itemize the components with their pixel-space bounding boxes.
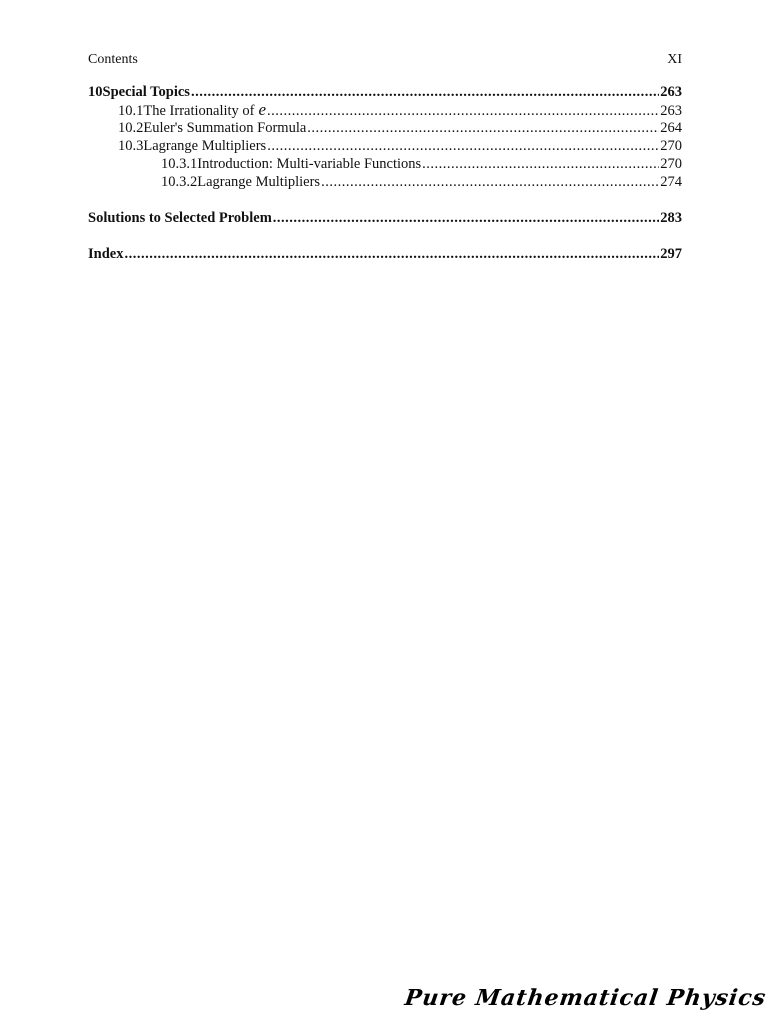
toc-entry-page: 263 (660, 84, 682, 100)
toc-entry-title: Solutions to Selected Problem (88, 210, 272, 226)
toc-entry-page: 264 (660, 120, 682, 136)
toc-entry-title: Euler's Summation Formula (143, 120, 307, 136)
toc-entry-section-10-3[interactable] (88, 137, 682, 155)
toc-dot-leader (307, 119, 659, 137)
toc-entry-page: 274 (660, 174, 682, 190)
toc-entry-number: 10.1 (118, 103, 144, 119)
toc-dot-leader (191, 83, 659, 101)
header-section-label: Contents (88, 52, 138, 67)
toc-dot-leader (124, 245, 659, 263)
toc-dot-leader (267, 102, 659, 120)
toc-entry-number: 10.2 (118, 120, 144, 136)
toc-entry-page: 263 (660, 103, 682, 119)
toc-entry-title: Lagrange Multipliers (143, 138, 267, 154)
toc-entry-number: 10.3.1 (161, 156, 198, 172)
toc-entry-title: Lagrange Multipliers (197, 174, 321, 190)
toc-entry-section-10-2[interactable] (88, 119, 682, 137)
math-symbol-e: e (258, 100, 267, 119)
header-page-number: XI (667, 52, 682, 67)
toc-entry-subsection-10-3-1[interactable] (88, 155, 682, 173)
toc-dot-leader (321, 173, 659, 191)
toc-entry-number: 10.3 (118, 138, 144, 154)
toc-dot-leader (267, 137, 659, 155)
toc-entry-title-wrapper (143, 101, 266, 120)
toc-entry-page: 270 (660, 138, 682, 154)
toc-entry-page: 297 (660, 246, 682, 262)
toc-entry-title: Index (88, 246, 124, 262)
toc-entry-title: Special Topics (102, 84, 190, 100)
toc-entry-subsection-10-3-2[interactable] (88, 173, 682, 191)
toc-entry-title: The Irrationality of (143, 103, 255, 119)
toc-entry-number: 10 (88, 84, 103, 100)
toc-dot-leader (422, 155, 659, 173)
book-title-footer: Pure Mathematical Physics (403, 985, 768, 1011)
toc-dot-leader (273, 209, 659, 227)
running-header (88, 52, 682, 68)
toc-entry-section-10-1[interactable] (88, 101, 682, 119)
toc-entry-page: 283 (660, 210, 682, 226)
toc-entry-title: Introduction: Multi-variable Functions (197, 156, 422, 172)
toc-entry-chapter-10[interactable] (88, 83, 682, 101)
toc-entry-number: 10.3.2 (161, 174, 198, 190)
table-of-contents (88, 83, 682, 263)
toc-entry-index[interactable] (88, 245, 682, 263)
toc-entry-page: 270 (660, 156, 682, 172)
toc-entry-solutions[interactable] (88, 209, 682, 227)
